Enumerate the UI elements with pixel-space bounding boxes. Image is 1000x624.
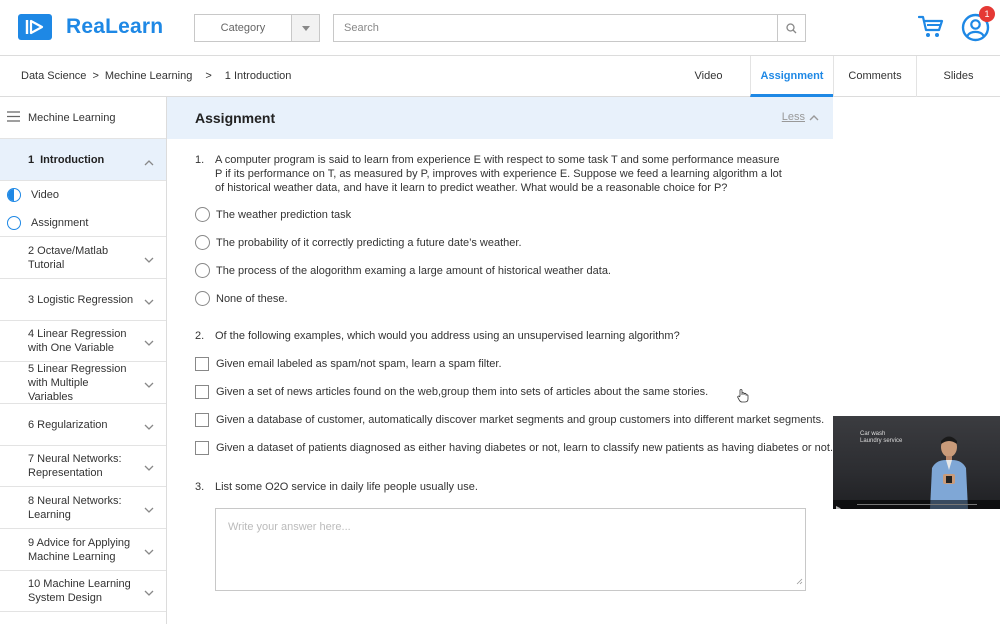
question-text: List some O2O service in daily life people usually use. [215,481,478,493]
answer-option[interactable] [195,207,351,222]
video-caption: Laundry service [860,438,903,444]
option-label: Given email labeled as spam/not spam, learn a spam filter. [216,358,502,370]
section-title: 3 Logistic Regression [28,293,134,306]
answer-option[interactable] [195,357,502,371]
sidebar-section-system-design[interactable] [0,571,166,612]
section-title: 10 Machine Learning [28,578,131,590]
answer-option[interactable] [195,413,824,427]
breadcrumb-separator: > [92,70,99,82]
section-title: 9 Advice for Applying [28,536,131,549]
radio-button[interactable] [195,263,210,278]
tab-slides[interactable]: Slides [916,56,1000,97]
option-label: None of these. [216,292,288,305]
checkbox[interactable] [195,413,209,427]
sidebar-section-logistic[interactable] [0,279,166,321]
sidebar-subitem-video[interactable] [0,181,166,209]
question-number: 1. [195,154,205,166]
chevron-down-icon[interactable] [144,546,154,560]
resize-handle-icon[interactable] [796,576,803,588]
section-subtitle: Representation [28,467,103,479]
checkbox[interactable] [195,385,209,399]
section-subtitle: Learning [28,508,71,521]
half-circle-icon [7,188,21,202]
play-icon[interactable] [836,502,841,509]
section-title: 7 Neural Networks: [28,453,122,465]
section-subtitle: Machine Learning [28,550,116,563]
section-title: 5 Linear Regression [28,362,127,375]
question-number: 2. [195,330,205,342]
chevron-down-icon[interactable] [144,504,154,518]
section-title: 2 Octave/Matlab [28,244,109,257]
search-icon[interactable] [777,15,805,41]
breadcrumb [21,70,291,82]
search-bar [333,14,806,42]
section-subtitle: Tutorial [28,258,65,271]
question-text: A computer program is said to learn from experience E with respect to some task T and some performance measure P if its performance on T, as measured by P, improves with experience E. Suppose we feed a learning algorithm a lot of historical weather data, and have it learn to predict weather. What would be a reasonable choice for P? [215,154,782,194]
video-frame [833,416,1000,509]
sidebar-section-linear-one[interactable] [0,321,166,362]
tab-comments[interactable]: Comments [833,56,916,97]
question-1 [195,153,785,195]
subitem-label: Video [31,189,59,201]
chevron-down-icon[interactable] [144,337,154,351]
video-mini-player[interactable] [833,416,1000,509]
sub-navigation [0,56,1000,97]
checkbox[interactable] [195,357,209,371]
option-label: The weather prediction task [216,208,352,221]
assignment-panel [167,97,833,624]
breadcrumb-separator: > [205,70,212,82]
brand-name: ReaLearn [66,15,164,38]
question-3 [195,480,785,494]
hand-cursor-icon [737,389,749,406]
checkbox[interactable] [195,441,209,455]
sidebar-header[interactable] [0,97,166,139]
section-number: 1 [28,153,35,166]
category-dropdown[interactable] [194,14,320,42]
tab-video[interactable]: Video [694,70,723,82]
video-progress-bar[interactable] [857,504,977,505]
chevron-down-icon[interactable] [144,421,154,435]
video-caption: Car wash [860,431,886,437]
option-label: Given a set of news articles found on the web,group them into sets of articles about the same stories. [216,386,709,398]
option-label: The process of the alogorithm examing a large amount of historical weather data. [216,264,611,277]
notification-badge: 1 [979,6,995,22]
assignment-title: Assignment [195,110,276,126]
presenter-image [926,430,972,509]
cart-icon[interactable] [918,15,944,42]
answer-option[interactable] [195,263,611,278]
breadcrumb-item-machine-learning[interactable]: Mechine Learning [104,70,193,82]
sidebar-section-advice[interactable] [0,529,166,571]
chevron-down-icon[interactable] [144,254,154,268]
chevron-up-icon[interactable] [144,156,154,170]
question-text: Of the following examples, which would you address using an unsupervised learning algorithm? [215,330,680,342]
subitem-label: Assignment [31,216,89,229]
assignment-header [167,97,833,139]
radio-button[interactable] [195,235,210,250]
top-header [0,0,1000,56]
section-title: 4 Linear Regression [28,328,127,340]
answer-option[interactable] [195,235,522,250]
breadcrumb-item-data-science[interactable]: Data Science [21,70,87,82]
answer-option[interactable] [195,441,833,455]
content-tabs [667,56,1000,97]
answer-option[interactable] [195,385,708,399]
answer-option[interactable] [195,291,288,306]
sidebar-section-introduction[interactable] [0,139,166,181]
caret-down-icon[interactable] [291,15,319,41]
category-label: Category [220,22,266,34]
question-2 [195,329,785,343]
chevron-down-icon[interactable] [144,587,154,601]
section-subtitle: System Design [28,592,102,604]
brand-logo[interactable] [18,14,163,40]
collapse-link[interactable] [782,111,819,123]
chevron-down-icon[interactable] [144,296,154,310]
option-label: The probability of it correctly predicting a future date’s weather. [216,236,522,249]
circle-icon [7,216,21,230]
sidebar-section-linear-multi[interactable] [0,362,166,404]
sidebar-section-nn-representation[interactable] [0,446,166,487]
option-label: Given a dataset of patients diagnosed as either having diabetes or not, learn to classify new patients as having diabetes or not. [216,442,833,454]
radio-button[interactable] [195,291,210,306]
answer-textarea[interactable] [216,509,805,590]
option-label: Given a database of customer, automatically discover market segments and group customers into different market segments. [216,414,825,426]
chevron-down-icon[interactable] [144,462,154,476]
chevron-up-icon [809,114,819,121]
section-title: 8 Neural Networks: [28,494,122,507]
less-label[interactable]: Less [781,111,805,123]
play-logo-icon [18,14,52,40]
section-label: Introduction [40,153,105,166]
sidebar-section-octave[interactable] [0,237,166,279]
section-subtitle: with Multiple Variables [28,376,89,403]
tab-assignment[interactable]: Assignment [750,56,833,97]
chevron-down-icon[interactable] [144,379,154,393]
section-title: 6 Regularization [28,418,108,431]
sidebar-subitem-assignment[interactable] [0,209,166,237]
video-controls[interactable] [833,500,1000,509]
question-number: 3. [195,481,205,493]
sidebar-section-regularization[interactable] [0,404,166,446]
breadcrumb-item-current: 1 Introduction [224,70,292,82]
section-subtitle: with One Variable [28,342,115,354]
course-sidebar [0,97,167,624]
hamburger-icon[interactable] [7,111,20,125]
sidebar-section-nn-learning[interactable] [0,487,166,529]
answer-textarea-wrapper [215,508,806,591]
sidebar-course-title: Mechine Learning [28,111,116,124]
radio-button[interactable] [195,207,210,222]
search-input[interactable] [334,15,777,41]
